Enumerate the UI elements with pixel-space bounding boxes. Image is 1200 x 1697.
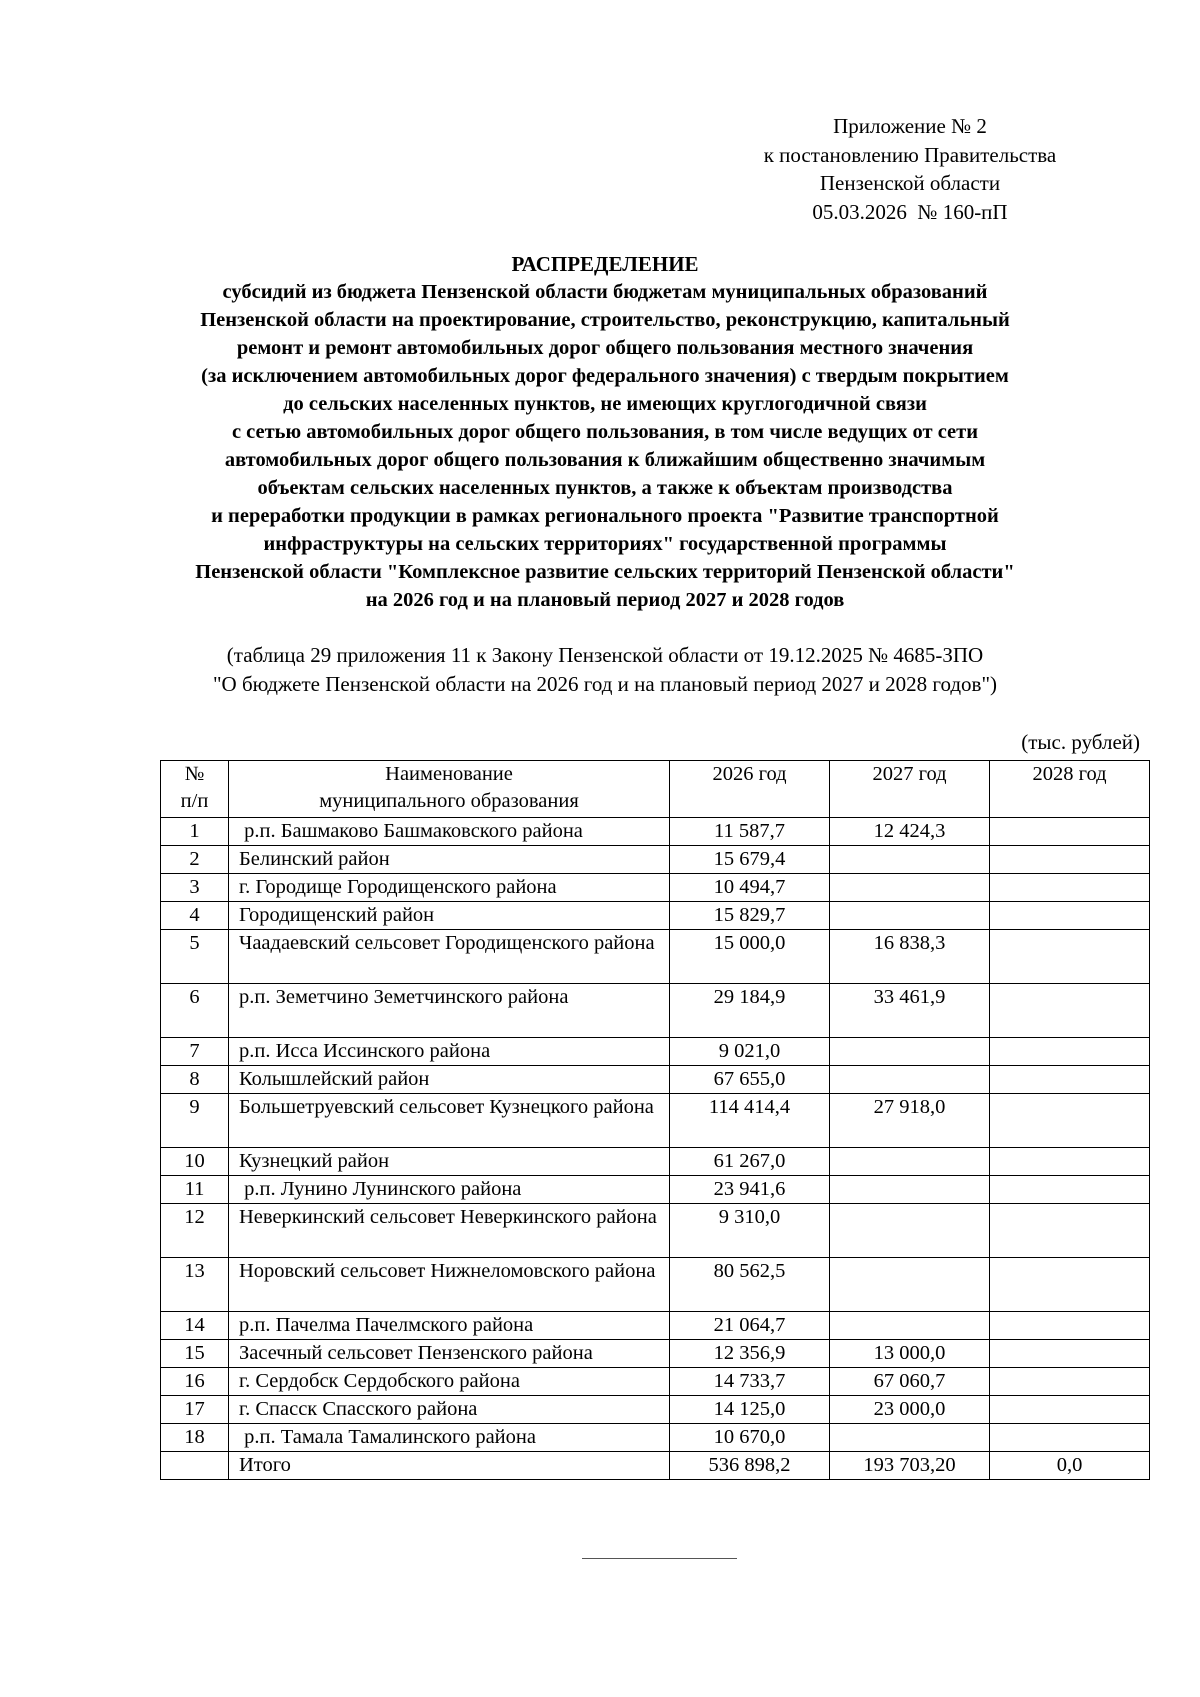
row-value-2026: 15 679,4 bbox=[670, 846, 830, 874]
title-line: субсидий из бюджета Пензенской области бюджетам муниципальных образований bbox=[222, 281, 988, 303]
title-line: Пензенской области на проектирование, строительство, реконструкцию, капитальный bbox=[200, 309, 1010, 331]
row-number: 3 bbox=[161, 874, 229, 902]
table-reference bbox=[120, 641, 1090, 699]
row-municipality: Кузнецкий район bbox=[229, 1148, 670, 1176]
row-value-2027 bbox=[830, 1258, 990, 1312]
title-line: и переработки продукции в рамках регионального проекта "Развитие транспортной bbox=[211, 505, 999, 527]
row-municipality: Норовский сельсовет Нижнеломовского района bbox=[229, 1258, 670, 1312]
title-line: автомобильных дорог общего пользования к ближайшим общественно значимым bbox=[224, 449, 986, 471]
appendix-block bbox=[700, 112, 1120, 226]
header-2027: 2027 год bbox=[830, 761, 990, 818]
title-line: с сетью автомобильных дорог общего пользования, в том числе ведущих от сети bbox=[231, 421, 979, 443]
total-label: Итого bbox=[229, 1452, 670, 1480]
table-row bbox=[161, 1424, 1150, 1452]
row-value-2026: 10 670,0 bbox=[670, 1424, 830, 1452]
total-value-2026: 536 898,2 bbox=[670, 1452, 830, 1480]
row-value-2026: 9 021,0 bbox=[670, 1038, 830, 1066]
row-value-2027 bbox=[830, 1204, 990, 1258]
row-value-2026: 29 184,9 bbox=[670, 984, 830, 1038]
row-value-2026: 15 000,0 bbox=[670, 930, 830, 984]
table-reference-line: "О бюджете Пензенской области на 2026 год и на плановый период 2027 и 2028 годов") bbox=[212, 672, 998, 696]
row-value-2026: 15 829,7 bbox=[670, 902, 830, 930]
row-value-2028 bbox=[990, 1424, 1150, 1452]
header-name-line: муниципального образования bbox=[319, 790, 579, 812]
table-row bbox=[161, 1258, 1150, 1312]
row-number: 11 bbox=[161, 1176, 229, 1204]
table-row bbox=[161, 1066, 1150, 1094]
row-number: 15 bbox=[161, 1340, 229, 1368]
row-value-2026: 61 267,0 bbox=[670, 1148, 830, 1176]
table-row bbox=[161, 1148, 1150, 1176]
row-value-2028 bbox=[990, 818, 1150, 846]
row-value-2027: 13 000,0 bbox=[830, 1340, 990, 1368]
row-value-2026: 14 125,0 bbox=[670, 1396, 830, 1424]
table-row bbox=[161, 1340, 1150, 1368]
table-row bbox=[161, 1368, 1150, 1396]
row-number: 13 bbox=[161, 1258, 229, 1312]
row-value-2026: 10 494,7 bbox=[670, 874, 830, 902]
row-value-2027: 16 838,3 bbox=[830, 930, 990, 984]
table-total-row bbox=[161, 1452, 1150, 1480]
table-row bbox=[161, 1312, 1150, 1340]
row-number: 16 bbox=[161, 1368, 229, 1396]
row-value-2028 bbox=[990, 1340, 1150, 1368]
row-value-2028 bbox=[990, 1148, 1150, 1176]
row-municipality: Городищенский район bbox=[229, 902, 670, 930]
row-value-2028 bbox=[990, 902, 1150, 930]
row-value-2028 bbox=[990, 1368, 1150, 1396]
title-line: на 2026 год и на плановый период 2027 и 2028 годов bbox=[365, 589, 845, 611]
document-title bbox=[120, 250, 1090, 614]
row-number: 18 bbox=[161, 1424, 229, 1452]
row-value-2028 bbox=[990, 874, 1150, 902]
table-row bbox=[161, 1094, 1150, 1148]
row-value-2027 bbox=[830, 874, 990, 902]
row-number: 14 bbox=[161, 1312, 229, 1340]
table-row bbox=[161, 1038, 1150, 1066]
row-number: 8 bbox=[161, 1066, 229, 1094]
row-municipality: р.п. Лунино Лунинского района bbox=[229, 1176, 670, 1204]
row-value-2027 bbox=[830, 1038, 990, 1066]
header-number-line: п/п bbox=[180, 790, 209, 812]
row-value-2028 bbox=[990, 1094, 1150, 1148]
row-value-2028 bbox=[990, 1038, 1150, 1066]
row-municipality: Белинский район bbox=[229, 846, 670, 874]
row-value-2026: 9 310,0 bbox=[670, 1204, 830, 1258]
row-value-2026: 12 356,9 bbox=[670, 1340, 830, 1368]
row-value-2026: 11 587,7 bbox=[670, 818, 830, 846]
row-municipality: Колышлейский район bbox=[229, 1066, 670, 1094]
row-value-2028 bbox=[990, 1176, 1150, 1204]
row-value-2027 bbox=[830, 1066, 990, 1094]
row-number: 1 bbox=[161, 818, 229, 846]
row-value-2027: 33 461,9 bbox=[830, 984, 990, 1038]
appendix-date-number: 05.03.2026 № 160-пП bbox=[812, 199, 1008, 224]
table-row bbox=[161, 818, 1150, 846]
row-number: 5 bbox=[161, 930, 229, 984]
title-line: Пензенской области "Комплексное развитие сельских территорий Пензенской области" bbox=[195, 561, 1015, 583]
row-value-2027 bbox=[830, 1176, 990, 1204]
row-value-2027 bbox=[830, 1424, 990, 1452]
total-number bbox=[161, 1452, 229, 1480]
row-municipality: Большетруевский сельсовет Кузнецкого района bbox=[229, 1094, 670, 1148]
appendix-reference: к постановлению Правительства bbox=[763, 142, 1057, 167]
appendix-region: Пензенской области bbox=[819, 171, 1001, 195]
table-row bbox=[161, 846, 1150, 874]
table-body bbox=[161, 818, 1150, 1480]
table-row bbox=[161, 984, 1150, 1038]
row-number: 7 bbox=[161, 1038, 229, 1066]
header-number bbox=[161, 761, 229, 818]
row-value-2027 bbox=[830, 1148, 990, 1176]
row-value-2026: 14 733,7 bbox=[670, 1368, 830, 1396]
footer-divider bbox=[582, 1558, 737, 1559]
title-line: до сельских населенных пунктов, не имеющих круглогодичной связи bbox=[283, 393, 927, 415]
table-row bbox=[161, 1396, 1150, 1424]
distribution-table bbox=[160, 760, 1150, 1480]
row-value-2026: 21 064,7 bbox=[670, 1312, 830, 1340]
row-municipality: р.п. Пачелма Пачелмского района bbox=[229, 1312, 670, 1340]
row-value-2028 bbox=[990, 1258, 1150, 1312]
row-value-2026: 67 655,0 bbox=[670, 1066, 830, 1094]
row-value-2028 bbox=[990, 846, 1150, 874]
row-value-2028 bbox=[990, 984, 1150, 1038]
row-number: 9 bbox=[161, 1094, 229, 1148]
row-value-2027 bbox=[830, 846, 990, 874]
units-label: (тыс. рублей) bbox=[1021, 730, 1140, 754]
header-name-line: Наименование bbox=[385, 763, 513, 785]
row-municipality: р.п. Исса Иссинского района bbox=[229, 1038, 670, 1066]
title-line: (за исключением автомобильных дорог федерального значения) с твердым покрытием bbox=[201, 365, 1009, 387]
total-value-2028: 0,0 bbox=[990, 1452, 1150, 1480]
table-row bbox=[161, 1204, 1150, 1258]
row-municipality: г. Сердобск Сердобского района bbox=[229, 1368, 670, 1396]
table-row bbox=[161, 902, 1150, 930]
header-number-line: № bbox=[184, 763, 205, 785]
table-header-row bbox=[161, 761, 1150, 818]
row-municipality: р.п. Тамала Тамалинского района bbox=[229, 1424, 670, 1452]
title-line: ремонт и ремонт автомобильных дорог общего пользования местного значения bbox=[236, 337, 974, 359]
row-number: 12 bbox=[161, 1204, 229, 1258]
row-municipality: г. Городище Городищенского района bbox=[229, 874, 670, 902]
row-municipality: р.п. Башмаково Башмаковского района bbox=[229, 818, 670, 846]
row-value-2028 bbox=[990, 1312, 1150, 1340]
row-value-2028 bbox=[990, 1204, 1150, 1258]
row-municipality: Чаадаевский сельсовет Городищенского района bbox=[229, 930, 670, 984]
row-value-2027: 23 000,0 bbox=[830, 1396, 990, 1424]
row-value-2026: 114 414,4 bbox=[670, 1094, 830, 1148]
table-row bbox=[161, 930, 1150, 984]
header-2026: 2026 год bbox=[670, 761, 830, 818]
title-heading: РАСПРЕДЕЛЕНИЕ bbox=[511, 252, 699, 276]
row-municipality: Засечный сельсовет Пензенского района bbox=[229, 1340, 670, 1368]
row-value-2028 bbox=[990, 930, 1150, 984]
header-2028: 2028 год bbox=[990, 761, 1150, 818]
row-value-2028 bbox=[990, 1396, 1150, 1424]
table-row bbox=[161, 1176, 1150, 1204]
row-number: 4 bbox=[161, 902, 229, 930]
row-municipality: Неверкинский сельсовет Неверкинского района bbox=[229, 1204, 670, 1258]
row-number: 10 bbox=[161, 1148, 229, 1176]
row-municipality: г. Спасск Спасского района bbox=[229, 1396, 670, 1424]
row-value-2027: 67 060,7 bbox=[830, 1368, 990, 1396]
title-line: объектам сельских населенных пунктов, а также к объектам производства bbox=[257, 477, 953, 499]
row-value-2026: 80 562,5 bbox=[670, 1258, 830, 1312]
row-number: 6 bbox=[161, 984, 229, 1038]
appendix-number: Приложение № 2 bbox=[833, 114, 987, 138]
row-value-2028 bbox=[990, 1066, 1150, 1094]
title-line: инфраструктуры на сельских территориях" государственной программы bbox=[263, 533, 947, 555]
table-row bbox=[161, 874, 1150, 902]
row-value-2026: 23 941,6 bbox=[670, 1176, 830, 1204]
total-value-2027: 193 703,20 bbox=[830, 1452, 990, 1480]
row-value-2027 bbox=[830, 902, 990, 930]
table-reference-line: (таблица 29 приложения 11 к Закону Пензенской области от 19.12.2025 № 4685-ЗПО bbox=[226, 643, 984, 667]
row-number: 17 bbox=[161, 1396, 229, 1424]
row-value-2027: 12 424,3 bbox=[830, 818, 990, 846]
header-name bbox=[229, 761, 670, 818]
row-number: 2 bbox=[161, 846, 229, 874]
row-value-2027: 27 918,0 bbox=[830, 1094, 990, 1148]
row-municipality: р.п. Земетчино Земетчинского района bbox=[229, 984, 670, 1038]
row-value-2027 bbox=[830, 1312, 990, 1340]
